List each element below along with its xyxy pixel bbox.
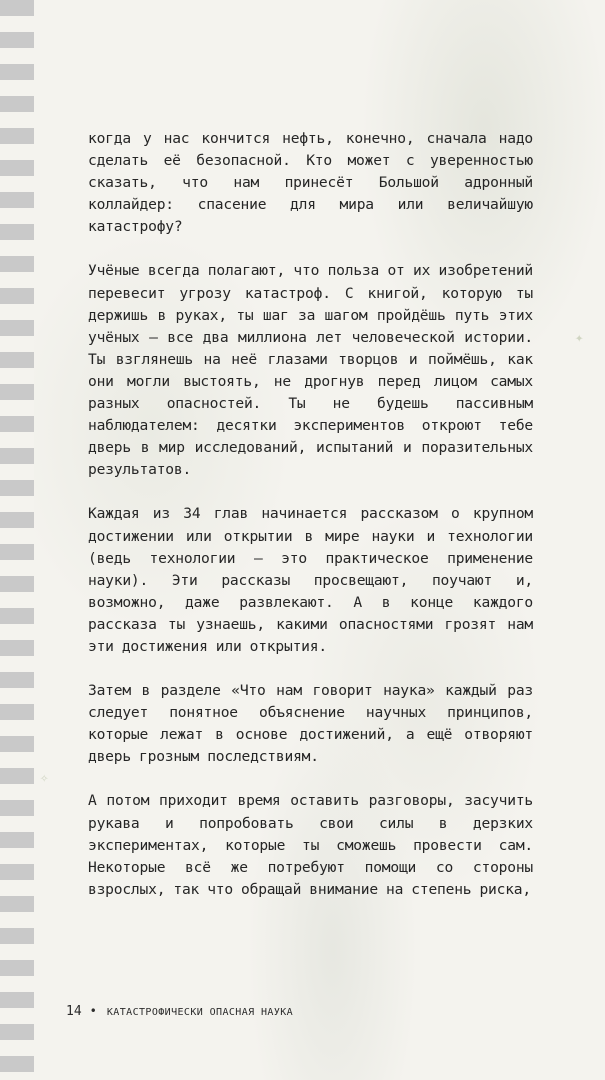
body-text (88, 128, 533, 923)
page-edge-stripes (0, 0, 34, 1080)
page-footer (66, 1004, 293, 1019)
paragraph: Учёные всегда полагают, что польза от их изобретений перевесит угрозу катастроф. С книгой, которую ты держишь в руках, ты шаг за шагом пройдёшь путь этих учёных — все два миллиона лет человеческой истории. Ты взглянешь на неё глазами творцов и поймёшь, как они могли выстоять, не дрогнув перед лицом самых разных опасностей. Ты не будешь пассивным наблюдателем: десятки экспериментов откроют тебе дверь в мир исследований, испытаний и поразительных результатов. (88, 262, 533, 479)
paragraph: Затем в разделе «Что нам говорит наука» каждый раз следует понятное объяснение научных принципов, которые лежат в основе достижений, а ещё отворяют дверь грозным последствиям. (88, 682, 533, 766)
paragraph: А потом приходит время оставить разговоры, засучить рукава и попробовать свои силы в дерзких экспериментах, которые ты сможешь провести сам. Некоторые всё же потребуют помощи со стороны взрослых, так что обращай внимание на степень риска, (88, 792, 533, 898)
paragraph: Каждая из 34 глав начинается рассказом о крупном достижении или открытии в мире науки и технологии (ведь технологии — это практическое применение науки). Эти рассказы просвещают, поучают и, возможно, даже развлекают. А в конце каждого рассказа ты узнаешь, какими опасностями грозят нам эти достижения или открытия. (88, 505, 533, 655)
paragraph: когда у нас кончится нефть, конечно, сначала надо сделать её безопасной. Кто может с уверенностью сказать, что нам принесёт Большой адронный коллайдер: спасение для мира или величайшую катастрофу? (88, 130, 533, 236)
footer-separator: • (89, 1004, 97, 1018)
paper-stain-decoration: ✧ (40, 770, 49, 786)
running-title: КАТАСТРОФИЧЕСКИ ОПАСНАЯ НАУКА (106, 1007, 294, 1018)
paper-stain-decoration: ✦ (575, 330, 584, 346)
page-number: 14 (66, 1004, 82, 1019)
